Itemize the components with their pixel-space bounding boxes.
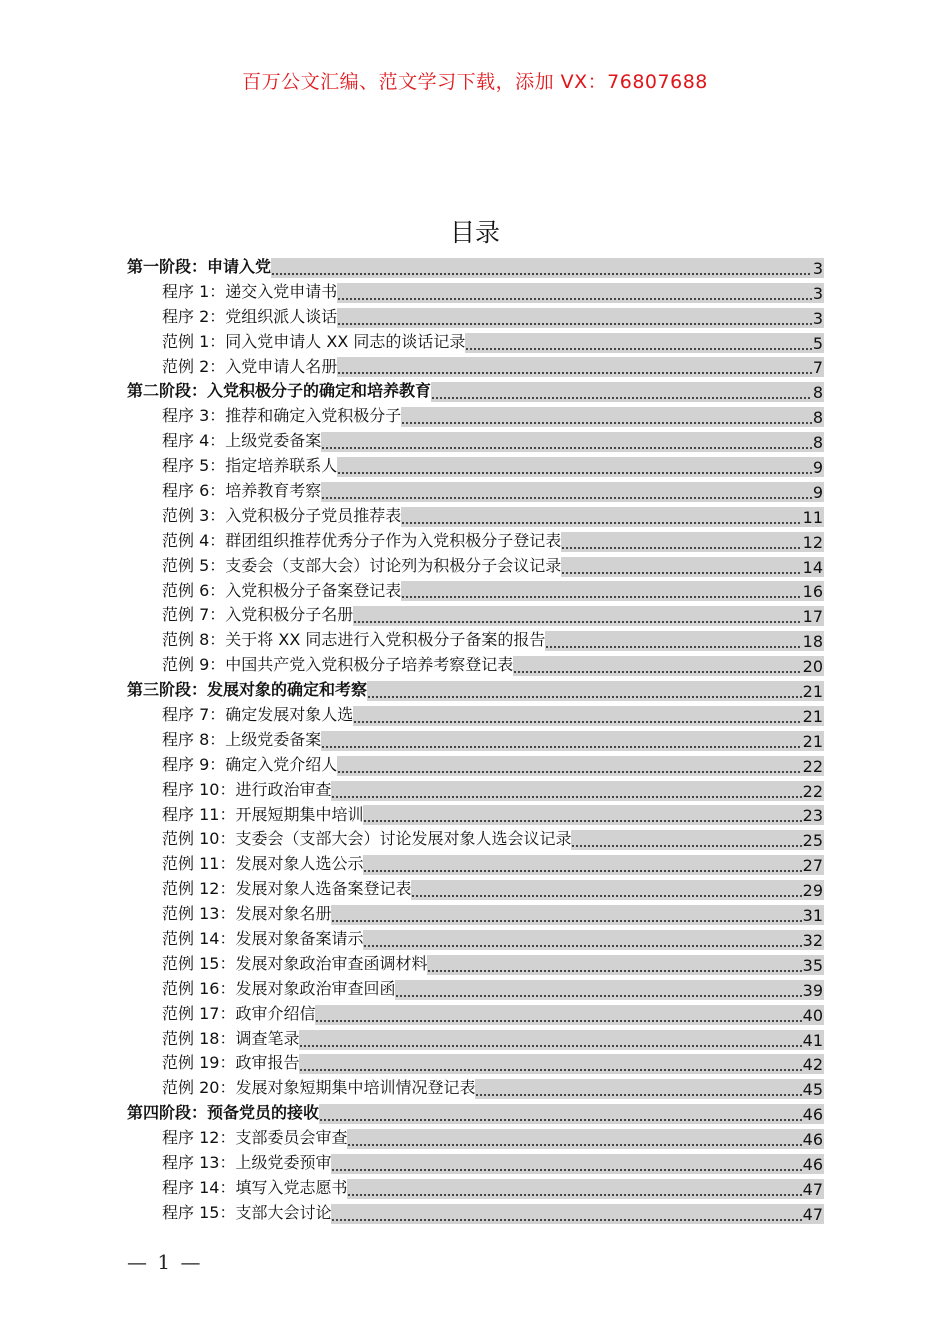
dot-leader xyxy=(363,805,801,825)
toc-page-number: 22 xyxy=(802,756,823,776)
toc-entry-label: 范例 9：中国共产党入党积极分子培养考察登记表 xyxy=(162,655,514,675)
dot-leader xyxy=(337,357,812,377)
toc-entry[interactable] xyxy=(127,852,824,877)
toc-entry[interactable] xyxy=(127,902,824,927)
dot-leader xyxy=(331,905,801,925)
toc-page-number: 25 xyxy=(802,831,823,851)
watermark-header: 百万公文汇编、范文学习下载，添加 VX：76807688 xyxy=(242,71,708,93)
toc-entry-label: 范例 1：同入党申请人 XX 同志的谈话记录 xyxy=(162,331,466,351)
toc-entry[interactable] xyxy=(127,877,824,902)
page-title: 目录 xyxy=(449,218,500,247)
toc-entry[interactable] xyxy=(127,728,824,753)
toc-entry-label: 程序 1：递交入党申请书 xyxy=(162,281,338,301)
toc-entry-label: 第三阶段：发展对象的确定和考察 xyxy=(127,680,368,700)
toc-page-number: 23 xyxy=(802,806,823,826)
toc-page-number: 5 xyxy=(812,333,823,353)
toc-entry-label: 第二阶段：入党积极分子的确定和培养教育 xyxy=(127,381,432,401)
dot-leader xyxy=(395,980,801,1000)
toc-entry[interactable] xyxy=(127,1076,824,1101)
toc-entry[interactable] xyxy=(127,330,824,355)
toc-page-number: 16 xyxy=(802,582,823,602)
dot-leader xyxy=(353,706,801,726)
dot-leader xyxy=(367,681,802,701)
toc-entry[interactable] xyxy=(127,603,824,628)
dot-leader xyxy=(561,557,801,577)
toc-entry-label: 范例 10：支委会（支部大会）讨论发展对象人选会议记录 xyxy=(162,829,572,849)
toc-entry-label: 范例 19：政审报告 xyxy=(162,1053,300,1073)
toc-entry[interactable] xyxy=(127,1027,824,1052)
dot-leader xyxy=(337,308,812,328)
toc-entry[interactable] xyxy=(127,579,824,604)
toc-entry[interactable] xyxy=(127,753,824,778)
toc-stage-entry[interactable] xyxy=(127,678,824,703)
dot-leader xyxy=(401,407,812,427)
toc-page-number: 45 xyxy=(802,1080,823,1100)
toc-entry-label: 范例 18：调查笔录 xyxy=(162,1028,300,1048)
dot-leader xyxy=(353,606,801,626)
toc-entry[interactable] xyxy=(127,977,824,1002)
toc-entry[interactable] xyxy=(127,1052,824,1077)
toc-entry[interactable] xyxy=(127,827,824,852)
toc-page-number: 18 xyxy=(802,632,823,652)
toc-entry-label: 程序 13：上级党委预审 xyxy=(162,1153,332,1173)
dot-leader xyxy=(347,1179,801,1199)
toc-page-number: 47 xyxy=(802,1179,823,1199)
toc-page-number: 46 xyxy=(802,1130,823,1150)
toc-page-number: 9 xyxy=(812,458,823,478)
toc-page-number: 3 xyxy=(812,308,823,328)
dot-leader xyxy=(315,1005,801,1025)
toc-entry-label: 范例 14：发展对象备案请示 xyxy=(162,929,364,949)
toc-entry[interactable] xyxy=(127,305,824,330)
toc-entry[interactable] xyxy=(127,952,824,977)
toc-page-number: 39 xyxy=(802,980,823,1000)
toc-entry-label: 范例 8：关于将 XX 同志进行入党积极分子备案的报告 xyxy=(162,630,546,650)
toc-entry[interactable] xyxy=(127,1151,824,1176)
dot-leader xyxy=(321,432,812,452)
toc-page-number: 46 xyxy=(802,1154,823,1174)
toc-entry-label: 范例 12：发展对象人选备案登记表 xyxy=(162,879,412,899)
toc-entry-label: 范例 15：发展对象政治审查函调材料 xyxy=(162,953,428,973)
toc-entry-label: 第四阶段：预备党员的接收 xyxy=(127,1103,320,1123)
toc-entry[interactable] xyxy=(127,653,824,678)
toc-page-number: 21 xyxy=(802,731,823,751)
toc-entry-label: 范例 2：入党申请人名册 xyxy=(162,356,338,376)
toc-entry[interactable] xyxy=(127,628,824,653)
toc-page-number: 27 xyxy=(802,856,823,876)
toc-entry[interactable] xyxy=(127,529,824,554)
dot-leader xyxy=(321,731,801,751)
toc-entry[interactable] xyxy=(127,703,824,728)
toc-entry-label: 程序 4：上级党委备案 xyxy=(162,431,322,451)
dot-leader xyxy=(299,1030,801,1050)
toc-page-number: 9 xyxy=(812,482,823,502)
toc-entry-label: 程序 5：指定培养联系人 xyxy=(162,456,338,476)
dot-leader xyxy=(331,1204,801,1224)
dot-leader xyxy=(299,1054,801,1074)
toc-entry[interactable] xyxy=(127,404,824,429)
dot-leader xyxy=(411,880,801,900)
table-of-contents xyxy=(127,255,824,1226)
toc-entry-label: 程序 10：进行政治审查 xyxy=(162,779,332,799)
toc-page-number: 22 xyxy=(802,781,823,801)
toc-page-number: 35 xyxy=(802,955,823,975)
toc-entry[interactable] xyxy=(127,554,824,579)
dot-leader xyxy=(331,1154,801,1174)
toc-entry-label: 范例 20：发展对象短期集中培训情况登记表 xyxy=(162,1078,476,1098)
dot-leader xyxy=(337,457,812,477)
toc-entry-label: 范例 11：发展对象人选公示 xyxy=(162,854,364,874)
toc-page-number: 21 xyxy=(802,682,823,702)
toc-page-number: 8 xyxy=(812,408,823,428)
toc-page-number: 12 xyxy=(802,532,823,552)
dot-leader xyxy=(347,1129,801,1149)
toc-page-number: 41 xyxy=(802,1030,823,1050)
toc-entry[interactable] xyxy=(127,803,824,828)
dot-leader xyxy=(465,333,811,353)
dot-leader xyxy=(271,258,812,278)
toc-entry[interactable] xyxy=(127,1002,824,1027)
toc-stage-entry[interactable] xyxy=(127,1101,824,1126)
toc-entry-label: 程序 14：填写入党志愿书 xyxy=(162,1177,348,1197)
toc-page-number: 14 xyxy=(802,557,823,577)
toc-entry-label: 程序 8：上级党委备案 xyxy=(162,729,322,749)
toc-page-number: 20 xyxy=(802,657,823,677)
dot-leader xyxy=(545,631,801,651)
toc-stage-entry[interactable] xyxy=(127,379,824,404)
toc-page-number: 21 xyxy=(802,706,823,726)
toc-entry-label: 范例 7：入党积极分子名册 xyxy=(162,605,354,625)
toc-entry-label: 范例 6：入党积极分子备案登记表 xyxy=(162,580,402,600)
toc-page-number: 3 xyxy=(812,283,823,303)
dot-leader xyxy=(321,482,812,502)
toc-entry-label: 程序 6：培养教育考察 xyxy=(162,481,322,500)
toc-entry[interactable] xyxy=(127,504,824,529)
toc-page-number: 8 xyxy=(812,383,823,403)
toc-page-number: 8 xyxy=(812,433,823,453)
toc-entry-label: 范例 4：群团组织推荐优秀分子作为入党积极分子登记表 xyxy=(162,530,562,550)
toc-page-number: 32 xyxy=(802,930,823,950)
toc-entry[interactable] xyxy=(127,429,824,454)
dot-leader xyxy=(319,1104,802,1124)
toc-page-number: 7 xyxy=(812,358,823,378)
toc-page-number: 42 xyxy=(802,1055,823,1075)
dot-leader xyxy=(401,581,801,601)
dot-leader xyxy=(337,283,812,303)
toc-stage-entry[interactable] xyxy=(127,255,824,280)
dot-leader xyxy=(427,955,801,975)
toc-page-number: 17 xyxy=(802,607,823,627)
dot-leader xyxy=(475,1079,801,1099)
toc-page-number: 40 xyxy=(802,1005,823,1025)
dot-leader xyxy=(561,532,801,552)
toc-page-number: 3 xyxy=(812,258,823,278)
toc-entry-label: 程序 7：确定发展对象人选 xyxy=(162,705,354,725)
toc-entry[interactable] xyxy=(127,1201,824,1226)
toc-entry[interactable] xyxy=(127,454,824,479)
toc-entry[interactable] xyxy=(127,778,824,803)
dot-leader xyxy=(363,930,801,950)
toc-entry[interactable] xyxy=(127,1176,824,1201)
dot-leader xyxy=(513,656,801,676)
toc-entry-label: 程序 11：开展短期集中培训 xyxy=(162,804,364,824)
dot-leader xyxy=(431,382,812,402)
dot-leader xyxy=(363,855,801,875)
page-number: — 1 — xyxy=(127,1250,203,1274)
dot-leader xyxy=(337,756,801,776)
toc-entry-label: 范例 13：发展对象名册 xyxy=(162,904,332,924)
toc-entry-label: 程序 15：支部大会讨论 xyxy=(162,1202,332,1222)
toc-page-number: 29 xyxy=(802,881,823,901)
dot-leader xyxy=(401,507,801,527)
toc-entry-label: 程序 12：支部委员会审查 xyxy=(162,1128,348,1148)
toc-page-number: 47 xyxy=(802,1204,823,1224)
toc-entry-label: 范例 17：政审介绍信 xyxy=(162,1003,316,1023)
toc-entry[interactable] xyxy=(127,927,824,952)
toc-entry[interactable] xyxy=(127,1126,824,1151)
toc-entry-label: 范例 16：发展对象政治审查回函 xyxy=(162,978,396,998)
dot-leader xyxy=(571,830,801,850)
toc-entry[interactable] xyxy=(127,355,824,380)
toc-entry[interactable] xyxy=(127,479,824,504)
toc-page-number: 11 xyxy=(802,507,823,527)
toc-page-number: 31 xyxy=(802,906,823,926)
toc-entry-label: 程序 3：推荐和确定入党积极分子 xyxy=(162,406,402,426)
toc-entry[interactable] xyxy=(127,280,824,305)
dot-leader xyxy=(331,781,801,801)
toc-entry-label: 程序 9：确定入党介绍人 xyxy=(162,754,338,774)
toc-entry-label: 程序 2：党组织派人谈话 xyxy=(162,306,338,326)
toc-entry-label: 范例 3：入党积极分子党员推荐表 xyxy=(162,505,402,525)
toc-page-number: 46 xyxy=(802,1105,823,1125)
toc-entry-label: 第一阶段：申请入党 xyxy=(127,256,272,276)
toc-entry-label: 范例 5：支委会（支部大会）讨论列为积极分子会议记录 xyxy=(162,555,562,575)
